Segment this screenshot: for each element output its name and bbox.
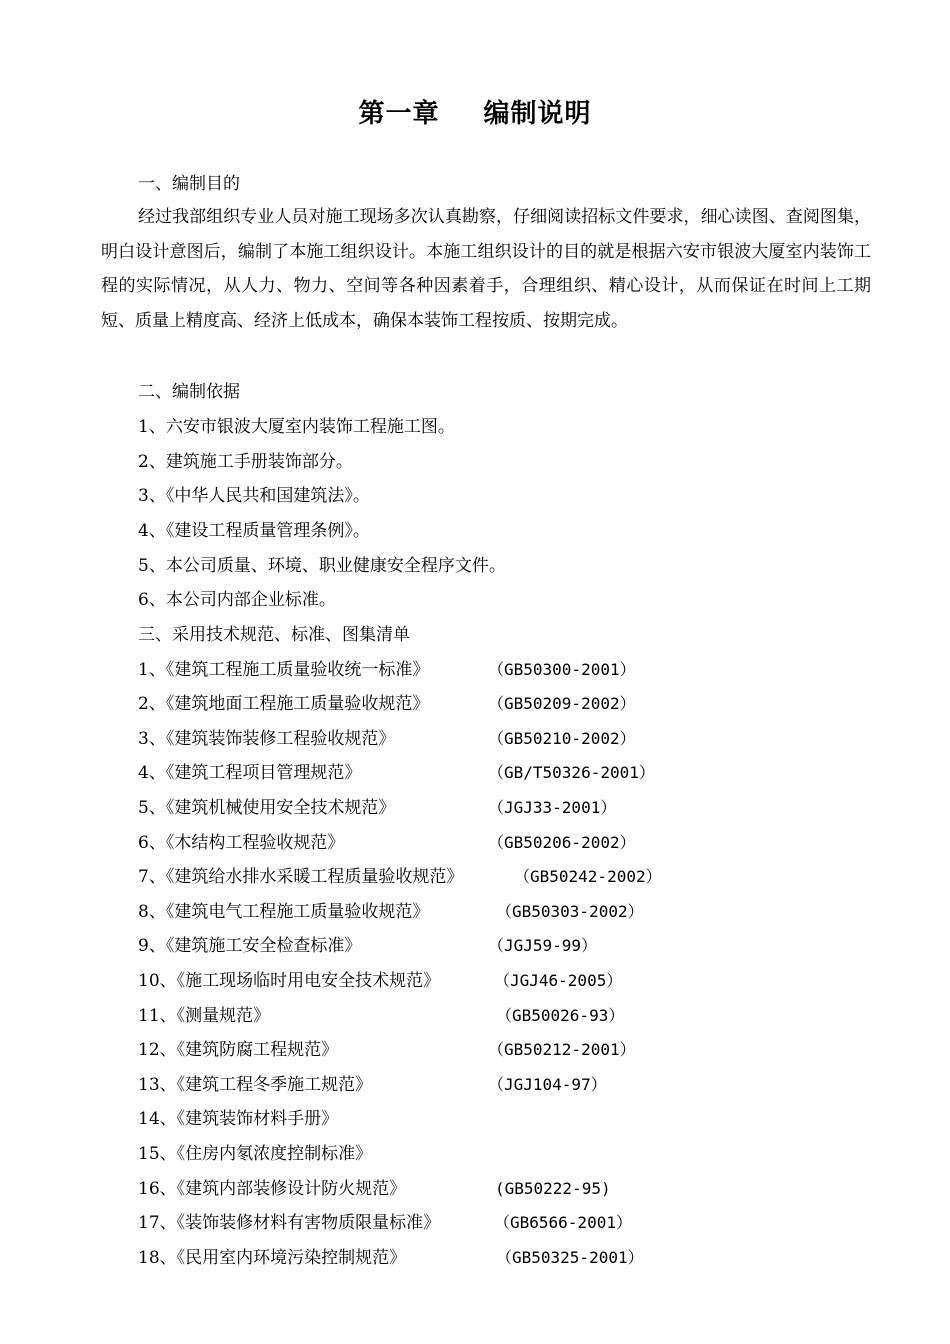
standard-name: 4、《建筑工程项目管理规范》 — [138, 763, 362, 783]
standard-row — [138, 1005, 878, 1027]
standard-row — [138, 659, 878, 681]
standard-row — [138, 1247, 878, 1269]
standard-name: 10、《施工现场临时用电安全技术规范》 — [138, 971, 441, 991]
standard-code: （GB6566-2001） — [494, 1213, 632, 1232]
standard-row — [138, 1039, 878, 1061]
basis-item: 6、本公司内部企业标准。 — [138, 590, 336, 610]
section-heading-purpose: 一、编制目的 — [138, 174, 240, 194]
standard-row — [138, 1178, 878, 1200]
purpose-paragraph: 经过我部组织专业人员对施工现场多次认真勘察，仔细阅读招标文件要求，细心读图、查阅图集，明白设计意图后，编制了本施工组织设计。本施工组织设计的目的就是根据六安市银波大厦室内装饰工程的实际情况，从人力、物力、空间等各种因素着手，合理组织、精心设计，从而保证在时间上工期短、质量上精度高、经济上低成本，确保本装饰工程按质、按期完成。 — [101, 207, 871, 331]
basis-item: 4、《建设工程质量管理条例》。 — [138, 521, 370, 541]
standard-row — [138, 728, 878, 750]
standard-code: （GB50300-2001） — [488, 660, 636, 679]
standard-code: (GB50222-95) — [495, 1179, 611, 1198]
standard-row — [138, 762, 878, 784]
section-heading-standards: 三、采用技术规范、标准、图集清单 — [138, 625, 410, 645]
standard-name: 7、《建筑给水排水采暖工程质量验收规范》 — [138, 867, 464, 887]
standard-row — [138, 832, 878, 854]
standard-row — [138, 797, 878, 819]
basis-item: 3、《中华人民共和国建筑法》。 — [138, 486, 370, 506]
basis-item: 2、建筑施工手册装饰部分。 — [138, 452, 353, 472]
standard-name: 16、《建筑内部装修设计防火规范》 — [138, 1179, 407, 1199]
standard-name: 1、《建筑工程施工质量验收统一标准》 — [138, 660, 430, 680]
standard-row — [138, 693, 878, 715]
standard-code: （JGJ59-99） — [488, 936, 598, 955]
standard-code: （GB50026-93） — [496, 1006, 625, 1025]
standard-code: （GB/T50326-2001） — [488, 763, 655, 782]
standard-code: （GB50206-2002） — [488, 833, 636, 852]
standard-name: 11、《测量规范》 — [138, 1006, 271, 1026]
section-heading-basis: 二、编制依据 — [138, 382, 240, 402]
chapter-heading: 编制说明 — [483, 99, 592, 129]
standard-name: 3、《建筑装饰装修工程验收规范》 — [138, 729, 396, 749]
standard-code: （JGJ104-97） — [488, 1075, 607, 1094]
standard-row — [138, 1074, 878, 1096]
standard-name: 12、《建筑防腐工程规范》 — [138, 1040, 339, 1060]
standard-code: （GB50209-2002） — [488, 694, 636, 713]
standard-row — [138, 1108, 878, 1130]
standard-name: 14、《建筑装饰材料手册》 — [138, 1109, 339, 1129]
standard-name: 9、《建筑施工安全检查标准》 — [138, 936, 362, 956]
standard-code: （GB50242-2002） — [514, 867, 662, 886]
standard-name: 15、《住房内氡浓度控制标准》 — [138, 1144, 373, 1164]
standard-name: 5、《建筑机械使用安全技术规范》 — [138, 798, 396, 818]
standard-code: （JGJ33-2001） — [488, 798, 617, 817]
standard-code: （GB50212-2001） — [488, 1040, 636, 1059]
standard-row — [138, 1212, 878, 1234]
basis-item: 5、本公司质量、环境、职业健康安全程序文件。 — [138, 556, 506, 576]
standard-row — [138, 935, 878, 957]
standard-code: （GB50210-2002） — [488, 729, 636, 748]
standard-code: （GB50325-2001） — [496, 1248, 644, 1267]
standard-row — [138, 1143, 878, 1165]
chapter-title — [0, 96, 950, 132]
chapter-number: 第一章 — [358, 99, 440, 129]
standard-row — [138, 901, 878, 923]
basis-item: 1、六安市银波大厦室内装饰工程施工图。 — [138, 417, 455, 437]
standard-code: （GB50303-2002） — [496, 902, 644, 921]
standard-name: 6、《木结构工程验收规范》 — [138, 833, 345, 853]
standard-row — [138, 866, 878, 888]
standard-name: 17、《装饰装修材料有害物质限量标准》 — [138, 1213, 441, 1233]
standard-row — [138, 970, 878, 992]
standard-code: （JGJ46-2005） — [494, 971, 623, 990]
standard-name: 18、《民用室内环境污染控制规范》 — [138, 1248, 407, 1268]
standard-name: 13、《建筑工程冬季施工规范》 — [138, 1075, 373, 1095]
standard-name: 8、《建筑电气工程施工质量验收规范》 — [138, 902, 430, 922]
standard-name: 2、《建筑地面工程施工质量验收规范》 — [138, 694, 430, 714]
